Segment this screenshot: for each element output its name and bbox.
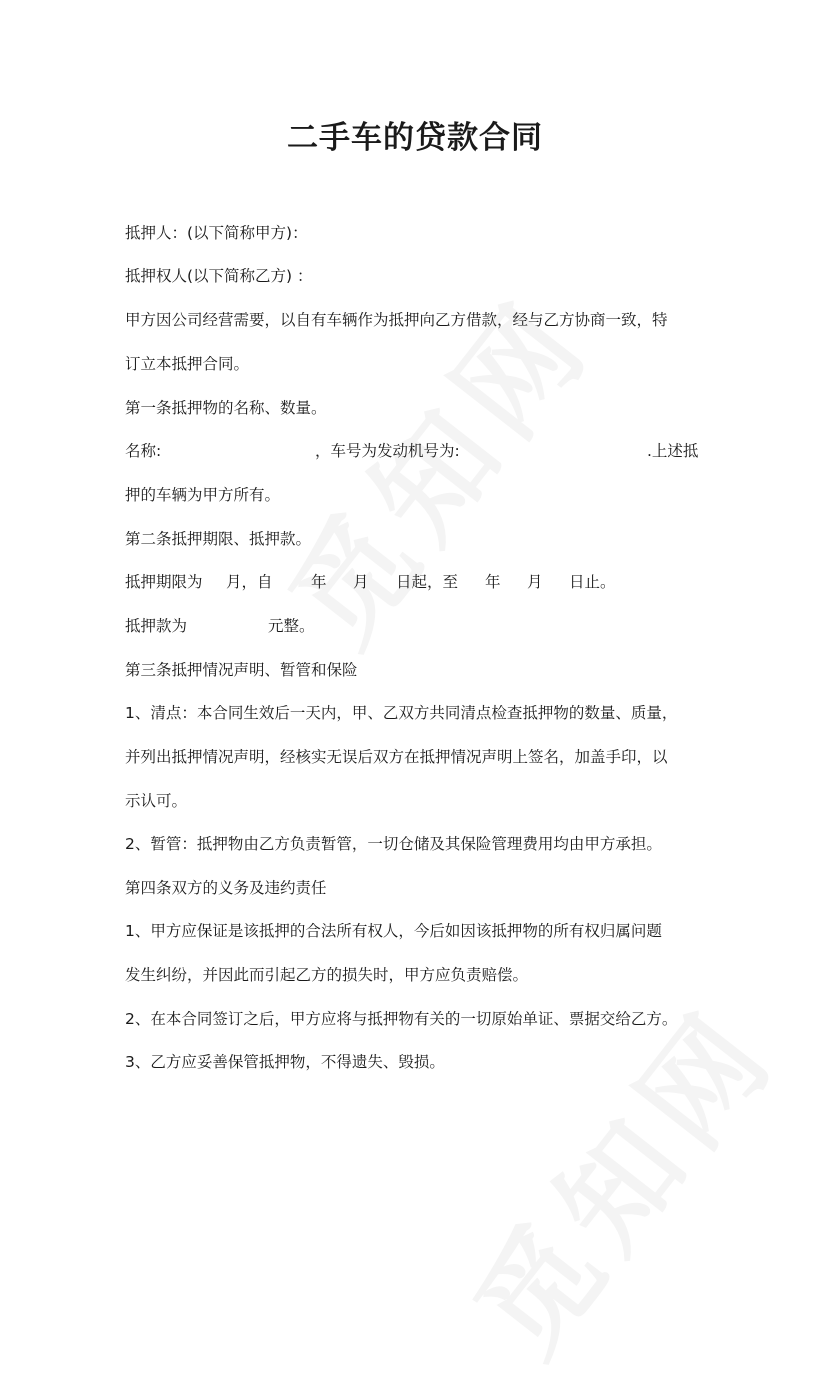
clause-4-2: 2、在本合同签订之后，甲方应将与抵押物有关的一切原始单证、票据交给乙方。 (125, 1010, 678, 1028)
paragraph-purpose: 甲方因公司经营需要，以自有车辆作为抵押向乙方借款，经与乙方协商一致，特 (125, 311, 668, 329)
clause-4-1: 1、甲方应保证是该抵押的合法所有权人，今后如因该抵押物的所有权归属问题 (125, 922, 662, 940)
mortgage-amount-line: 抵押款为 元整。 (125, 617, 315, 635)
mortgagor-line: 抵押人：(以下简称甲方)： (125, 224, 308, 242)
clause-3-1-cont: 并列出抵押情况声明，经核实无误后双方在抵押情况声明上签名，加盖手印，以 (125, 748, 668, 766)
clause-3-1-cont: 示认可。 (125, 792, 188, 810)
article-2-heading: 第二条抵押期限、抵押款。 (125, 530, 312, 548)
plate-label: ，车号为发动机号为: (315, 442, 460, 460)
mortgage-term-line: 抵押期限为 月，自 年 月 日起，至 年 月 日止。 (125, 573, 616, 591)
article-1-ownership: 押的车辆为甲方所有。 (125, 486, 281, 504)
article-1-name-line (125, 440, 710, 462)
paragraph-purpose-cont: 订立本抵押合同。 (125, 355, 250, 373)
clause-3-2: 2、暂管：抵押物由乙方负责暂管，一切仓储及其保险管理费用均由甲方承担。 (125, 835, 662, 853)
name-label: 名称: (125, 442, 162, 460)
article-1-heading: 第一条抵押物的名称、数量。 (125, 399, 327, 417)
document-title: 二手车的贷款合同 (287, 120, 543, 156)
name-line-tail: .上述抵 (647, 442, 699, 460)
article-4-heading: 第四条双方的义务及违约责任 (125, 879, 327, 897)
article-3-heading: 第三条抵押情况声明、暂管和保险 (125, 661, 358, 679)
clause-3-1: 1、清点：本合同生效后一天内，甲、乙双方共同清点检查抵押物的数量、质量， (125, 704, 678, 722)
clause-4-1-cont: 发生纠纷，并因此而引起乙方的损失时，甲方应负责赔偿。 (125, 966, 529, 984)
clause-4-3: 3、乙方应妥善保管抵押物，不得遗失、毁损。 (125, 1053, 445, 1071)
mortgagee-line: 抵押权人(以下简称乙方) ： (125, 267, 313, 285)
